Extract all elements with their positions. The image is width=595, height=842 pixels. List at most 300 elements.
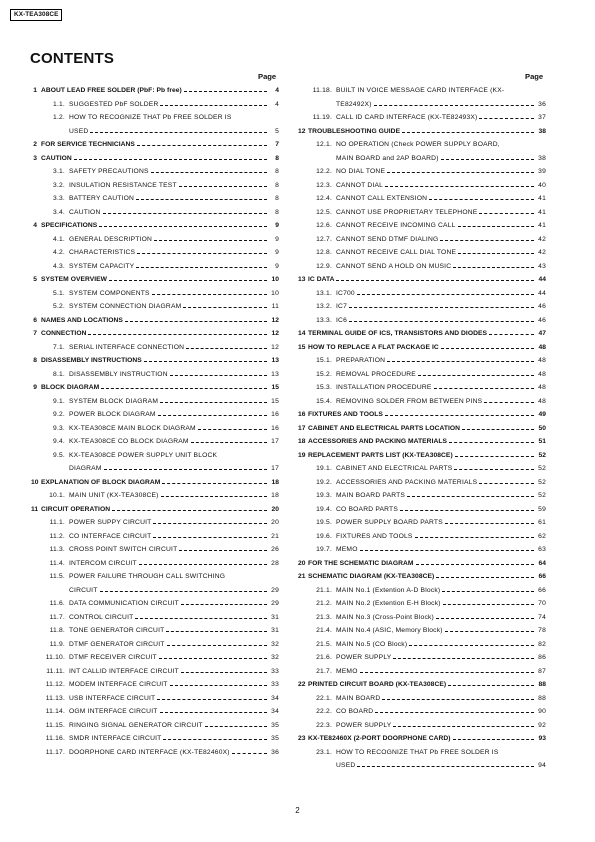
toc-entry-number: 3: [33, 154, 37, 162]
toc-subsection-entry[interactable]: [298, 503, 546, 517]
toc-entry-number: 2: [33, 141, 37, 148]
toc-subsection-entry[interactable]: [31, 246, 279, 260]
toc-entry-title-line: CANNOT DIAL: [336, 181, 384, 189]
toc-entry-last-line: [69, 597, 279, 611]
toc-entry-title-line: EXPLANATION OF BLOCK DIAGRAM: [41, 478, 161, 486]
toc-subsection-entry[interactable]: [31, 597, 279, 611]
toc-entry-number: 21.3.: [316, 613, 332, 621]
toc-entry-number: 9.2.: [53, 411, 65, 418]
toc-entry-title-line: USED: [336, 762, 356, 769]
toc-subsection-entry[interactable]: [31, 705, 279, 719]
toc-subsection-entry[interactable]: [31, 300, 279, 314]
toc-entry-last-line: [336, 597, 546, 611]
toc-entry-last-line: [336, 395, 546, 409]
dot-leader: [454, 469, 534, 470]
toc-entry-title-line: CANNOT RECEIVE INCOMING CALL: [336, 222, 456, 229]
toc-entry-number: 11.6.: [49, 600, 65, 607]
toc-entry-title-line: RINGING SIGNAL GENERATOR CIRCUIT: [69, 721, 203, 729]
toc-subsection-entry[interactable]: [298, 287, 546, 301]
toc-entry-last-line: [336, 489, 546, 503]
toc-subsection-entry[interactable]: [298, 84, 546, 111]
toc-page-number: 15: [271, 397, 279, 405]
toc-entry-number: 21.4.: [316, 627, 332, 634]
toc-entry-title-line: USB INTERFACE CIRCUIT: [69, 694, 156, 702]
toc-entry-text: [336, 381, 546, 395]
toc-page-number: 32: [271, 654, 279, 661]
dot-leader: [139, 564, 267, 565]
toc-section-entry[interactable]: [31, 273, 279, 287]
toc-entry-last-line: [308, 422, 546, 436]
toc-subsection-entry[interactable]: [298, 624, 546, 638]
toc-entry-last-line: [336, 516, 546, 530]
toc-entry-last-line: [336, 719, 546, 733]
toc-entry-number: 12.4.: [316, 195, 332, 202]
toc-subsection-entry[interactable]: [31, 530, 279, 544]
toc-section-entry[interactable]: [31, 84, 279, 98]
toc-section-entry[interactable]: [298, 125, 546, 139]
toc-subsection-entry[interactable]: [31, 665, 279, 679]
toc-entry-title-line: SYSTEM BLOCK DIAGRAM: [69, 397, 159, 405]
dot-leader: [74, 159, 267, 160]
toc-subsection-entry[interactable]: [31, 395, 279, 409]
toc-subsection-entry[interactable]: [298, 705, 546, 719]
toc-subsection-entry[interactable]: [298, 179, 546, 193]
toc-entry-number: 12.2.: [316, 168, 332, 175]
toc-page-number: 41: [538, 222, 546, 229]
toc-page-number: 4: [275, 87, 279, 94]
toc-subsection-entry[interactable]: [298, 138, 546, 165]
toc-entry-number: 11.12.: [45, 681, 65, 688]
toc-entry-last-line: [69, 435, 279, 449]
toc-entry-last-line: [69, 638, 279, 652]
toc-entry-number: 19.6.: [316, 532, 332, 540]
toc-subsection-entry[interactable]: [31, 179, 279, 193]
toc-subsection-entry[interactable]: [31, 206, 279, 220]
toc-entry-number: 21.2.: [316, 600, 332, 607]
toc-section-entry[interactable]: [298, 341, 546, 355]
toc-subsection-entry[interactable]: [298, 746, 546, 773]
toc-entry-text: [69, 597, 279, 611]
toc-subsection-entry[interactable]: [298, 111, 546, 125]
toc-subsection-entry[interactable]: [31, 287, 279, 301]
toc-entry-number: 16: [298, 411, 306, 418]
toc-subsection-entry[interactable]: [31, 678, 279, 692]
toc-subsection-entry[interactable]: [31, 624, 279, 638]
toc-subsection-entry[interactable]: [31, 489, 279, 503]
toc-entry-last-line: [69, 557, 279, 571]
toc-entry-number: 11: [31, 505, 39, 513]
toc-page-number: 59: [538, 505, 546, 513]
dot-leader: [163, 739, 267, 740]
toc-subsection-entry[interactable]: [31, 651, 279, 665]
toc-subsection-entry[interactable]: [298, 314, 546, 328]
dot-leader: [440, 240, 534, 241]
toc-page-number: 17: [271, 438, 279, 445]
toc-entry-text: [336, 705, 546, 719]
toc-subsection-entry[interactable]: [31, 435, 279, 449]
toc-section-entry[interactable]: [298, 678, 546, 692]
toc-page-number: 31: [271, 613, 279, 621]
toc-section-entry[interactable]: [298, 408, 546, 422]
toc-entry-text: [336, 192, 546, 206]
toc-subsection-entry[interactable]: [298, 300, 546, 314]
dot-leader: [458, 253, 534, 254]
toc-subsection-entry[interactable]: [298, 233, 546, 247]
toc-entry-number: 19.4.: [316, 505, 332, 513]
toc-page-number: 10: [271, 289, 279, 297]
toc-section-entry[interactable]: [31, 476, 279, 490]
toc-page-number: 44: [538, 289, 546, 297]
toc-subsection-entry[interactable]: [31, 233, 279, 247]
toc-page-number: 18: [271, 492, 279, 499]
toc-entry-number: 8: [33, 357, 37, 364]
toc-entry-text: [308, 422, 546, 436]
toc-page-number: 8: [275, 154, 279, 162]
dot-leader: [441, 159, 534, 160]
dot-leader: [434, 388, 534, 389]
toc-entry-text: [69, 246, 279, 260]
toc-page-number: 64: [538, 559, 546, 567]
toc-entry-last-line: [69, 732, 279, 746]
toc-entry-number: 19.2.: [316, 478, 332, 486]
toc-subsection-entry[interactable]: [298, 543, 546, 557]
toc-entry-last-line: [69, 611, 279, 625]
toc-entry-text: [308, 557, 546, 571]
toc-entry-last-line: [41, 152, 279, 166]
dot-leader: [136, 199, 267, 200]
toc-subsection-entry[interactable]: [298, 165, 546, 179]
toc-entry-last-line: [308, 732, 546, 746]
toc-entry-text: [336, 395, 546, 409]
toc-page-number: 12: [271, 316, 279, 324]
toc-entry-title-line: IC6: [336, 316, 348, 324]
toc-subsection-entry[interactable]: [31, 732, 279, 746]
toc-entry-title-line: CANNOT USE PROPRIETARY TELEPHONE: [336, 208, 478, 216]
toc-entry-last-line: [69, 246, 279, 260]
toc-subsection-entry[interactable]: [31, 692, 279, 706]
toc-subsection-entry[interactable]: [31, 746, 279, 760]
toc-entry-number: 11.9.: [49, 640, 65, 648]
toc-entry-title-line: SPECIFICATIONS: [41, 222, 98, 229]
toc-entry-text: [41, 219, 279, 233]
toc-entry-text: [41, 354, 279, 368]
toc-subsection-entry[interactable]: [31, 111, 279, 138]
toc-subsection-entry[interactable]: [31, 341, 279, 355]
dot-leader: [170, 375, 267, 376]
dot-leader: [152, 294, 267, 295]
toc-subsection-entry[interactable]: [31, 98, 279, 112]
toc-subsection-entry[interactable]: [31, 165, 279, 179]
dot-leader: [109, 280, 267, 281]
toc-page-number: 48: [538, 397, 546, 405]
toc-entry-number: 1.1.: [53, 100, 65, 108]
toc-page-number: 32: [271, 640, 279, 648]
toc-page-number: 10: [271, 276, 279, 283]
toc-entry-title-line: IC700: [336, 289, 355, 297]
toc-entry-title-line: DISASSEMBLY INSTRUCTION: [69, 370, 168, 378]
toc-entry-last-line: [308, 408, 546, 422]
dot-leader: [402, 132, 534, 133]
toc-subsection-entry[interactable]: [298, 260, 546, 274]
toc-entry-number: 1: [33, 87, 37, 94]
toc-section-entry[interactable]: [31, 152, 279, 166]
toc-subsection-entry[interactable]: [298, 611, 546, 625]
toc-entry-title-line: SAFETY PRECAUTIONS: [69, 168, 149, 175]
toc-section-entry[interactable]: [31, 381, 279, 395]
toc-entry-last-line: [308, 678, 546, 692]
toc-section-entry[interactable]: [298, 422, 546, 436]
dot-leader: [462, 429, 534, 430]
dot-leader: [144, 361, 267, 362]
toc-subsection-entry[interactable]: [31, 719, 279, 733]
toc-subsection-entry[interactable]: [298, 354, 546, 368]
toc-entry-last-line: [69, 651, 279, 665]
toc-right-column: [298, 84, 546, 773]
toc-section-entry[interactable]: [298, 732, 546, 746]
toc-entry-title-line: OGM INTERFACE CIRCUIT: [69, 708, 158, 715]
toc-subsection-entry[interactable]: [298, 219, 546, 233]
toc-entry-text: [336, 260, 546, 274]
toc-entry-number: 9.3.: [53, 424, 65, 432]
toc-entry-text: [41, 381, 279, 395]
toc-entry-text: [69, 165, 279, 179]
toc-entry-last-line: [41, 503, 279, 517]
dot-leader: [135, 618, 267, 619]
toc-section-entry[interactable]: [298, 570, 546, 584]
toc-subsection-entry[interactable]: [298, 476, 546, 490]
toc-entry-last-line: [336, 300, 546, 314]
toc-entry-text: [336, 84, 546, 111]
toc-subsection-entry[interactable]: [298, 368, 546, 382]
toc-section-entry[interactable]: [31, 314, 279, 328]
toc-subsection-entry[interactable]: [31, 638, 279, 652]
dot-leader: [479, 483, 534, 484]
toc-entry-number: 22.1.: [316, 694, 332, 702]
toc-entry-last-line: [69, 516, 279, 530]
toc-page-number: 36: [538, 100, 546, 108]
toc-subsection-entry[interactable]: [298, 395, 546, 409]
dot-leader: [479, 118, 534, 119]
toc-page-number: 39: [538, 168, 546, 175]
toc-entry-number: 12.3.: [316, 181, 332, 189]
toc-entry-text: [69, 192, 279, 206]
dot-leader: [393, 726, 534, 727]
toc-entry-number: 12.6.: [316, 222, 332, 229]
toc-page-number: 62: [538, 532, 546, 540]
toc-entry-text: [69, 233, 279, 247]
toc-entry-title-line: CANNOT SEND DTMF DIALING: [336, 235, 439, 243]
toc-section-entry[interactable]: [31, 327, 279, 341]
toc-section-entry[interactable]: [298, 327, 546, 341]
toc-entry-text: [69, 746, 279, 760]
toc-entry-title-line: CO BOARD: [336, 708, 374, 715]
dot-leader: [449, 442, 534, 443]
toc-entry-text: [308, 408, 546, 422]
toc-subsection-entry[interactable]: [298, 206, 546, 220]
toc-subsection-entry[interactable]: [298, 530, 546, 544]
toc-subsection-entry[interactable]: [298, 597, 546, 611]
toc-entry-number: 15.4.: [316, 397, 332, 405]
toc-entry-number: 22.2.: [316, 708, 332, 715]
toc-subsection-entry[interactable]: [298, 665, 546, 679]
toc-entry-title-line: TROUBLESHOOTING GUIDE: [308, 127, 401, 135]
toc-subsection-entry[interactable]: [298, 638, 546, 652]
toc-entry-last-line: [336, 462, 546, 476]
toc-entry-title-line: CHARACTERISTICS: [69, 249, 136, 256]
toc-entry-text: [336, 300, 546, 314]
toc-entry-title-line: TONE GENERATOR CIRCUIT: [69, 627, 165, 634]
toc-page-number: 52: [538, 478, 546, 486]
toc-subsection-entry[interactable]: [298, 246, 546, 260]
toc-subsection-entry[interactable]: [31, 543, 279, 557]
toc-entry-title-line: ACCESSORIES AND PACKING MATERIALS: [336, 478, 478, 486]
page-column-header-left: Page: [258, 72, 277, 81]
toc-subsection-entry[interactable]: [31, 611, 279, 625]
toc-subsection-entry[interactable]: [31, 260, 279, 274]
toc-entry-number: 9: [33, 384, 37, 391]
toc-subsection-entry[interactable]: [298, 692, 546, 706]
toc-left-column: [31, 84, 279, 759]
dot-leader: [166, 631, 267, 632]
toc-entry-title-line: CALL ID CARD INTERFACE (KX-TE82493X): [336, 114, 478, 121]
toc-entry-number: 11.11.: [46, 667, 65, 675]
toc-entry-text: [69, 395, 279, 409]
toc-entry-text: [308, 678, 546, 692]
toc-subsection-entry[interactable]: [31, 408, 279, 422]
toc-section-entry[interactable]: [298, 449, 546, 463]
toc-entry-title-line: MODEM INTERFACE CIRCUIT: [69, 681, 168, 688]
toc-entry-last-line: [308, 273, 546, 287]
toc-subsection-entry[interactable]: [298, 719, 546, 733]
dot-leader: [387, 172, 534, 173]
toc-section-entry[interactable]: [298, 557, 546, 571]
toc-entry-last-line: [69, 719, 279, 733]
toc-entry-title-line: FIXTURES AND TOOLS: [308, 411, 383, 418]
dot-leader: [154, 240, 267, 241]
toc-page-number: 52: [538, 465, 546, 472]
toc-page-number: 87: [538, 667, 546, 675]
toc-page-number: 12: [271, 343, 279, 351]
dot-leader: [453, 739, 534, 740]
toc-page-number: 48: [538, 384, 546, 391]
dot-leader: [184, 91, 267, 92]
toc-entry-last-line: [336, 624, 546, 638]
toc-section-entry[interactable]: [298, 273, 546, 287]
dot-leader: [385, 415, 534, 416]
toc-subsection-entry[interactable]: [31, 192, 279, 206]
toc-entry-text: [41, 138, 279, 152]
toc-page-number: 29: [271, 600, 279, 607]
toc-entry-last-line: [69, 665, 279, 679]
toc-entry-last-line: [69, 395, 279, 409]
toc-entry-text: [69, 516, 279, 530]
toc-entry-text: [308, 125, 546, 139]
toc-entry-title-line: INTERCOM CIRCUIT: [69, 559, 137, 567]
toc-section-entry[interactable]: [31, 219, 279, 233]
toc-page-number: 70: [538, 600, 546, 607]
toc-entry-number: 23: [298, 735, 306, 742]
page-title: CONTENTS: [30, 50, 115, 67]
toc-entry-text: [336, 584, 546, 598]
toc-page-number: 52: [538, 451, 546, 459]
toc-entry-last-line: [308, 125, 546, 139]
toc-entry-text: [308, 570, 546, 584]
toc-page-number: 49: [538, 411, 546, 418]
toc-page-number: 21: [271, 532, 279, 540]
toc-entry-last-line: [336, 354, 546, 368]
toc-entry-text: [308, 327, 546, 341]
toc-subsection-entry[interactable]: [31, 449, 279, 476]
toc-entry-title-line: SYSTEM COMPONENTS: [69, 289, 150, 297]
toc-entry-text: [308, 435, 546, 449]
dot-leader: [181, 672, 267, 673]
dot-leader: [153, 523, 267, 524]
toc-entry-last-line: [336, 206, 546, 220]
toc-entry-title-line: KX-TEA308CE CO BLOCK DIAGRAM: [69, 438, 189, 445]
toc-entry-text: [336, 719, 546, 733]
toc-entry-title-line: BLOCK DIAGRAM: [41, 384, 100, 391]
toc-entry-title-line: MAIN No.5 (CO Block): [336, 640, 408, 648]
toc-subsection-entry[interactable]: [298, 489, 546, 503]
toc-subsection-entry[interactable]: [298, 381, 546, 395]
toc-entry-number: 19.5.: [316, 519, 332, 526]
toc-subsection-entry[interactable]: [31, 570, 279, 597]
dot-leader: [104, 469, 267, 470]
toc-page-number: 41: [538, 195, 546, 202]
toc-entry-title-line: CO BOARD PARTS: [336, 505, 399, 513]
toc-page-number: 16: [271, 411, 279, 418]
toc-section-entry[interactable]: [31, 503, 279, 517]
toc-subsection-entry[interactable]: [31, 557, 279, 571]
toc-page-number: 41: [538, 208, 546, 216]
toc-entry-title-line: DIAGRAM: [69, 465, 102, 472]
toc-section-entry[interactable]: [31, 138, 279, 152]
toc-entry-text: [308, 273, 546, 287]
toc-entry-last-line: [41, 273, 279, 287]
toc-subsection-entry[interactable]: [31, 516, 279, 530]
toc-entry-title-line: KX-TEA308CE POWER SUPPLY UNIT BLOCK: [69, 451, 218, 459]
toc-subsection-entry[interactable]: [298, 651, 546, 665]
toc-entry-number: 12.9.: [316, 262, 332, 270]
toc-entry-title-line: POWER BLOCK DIAGRAM: [69, 411, 156, 418]
toc-page-number: 33: [271, 681, 279, 688]
toc-entry-text: [69, 732, 279, 746]
toc-entry-title-line: KX-TEA308CE MAIN BLOCK DIAGRAM: [69, 424, 196, 432]
toc-subsection-entry[interactable]: [31, 422, 279, 436]
toc-entry-number: 11.3.: [49, 546, 65, 553]
dot-leader: [232, 753, 267, 754]
toc-subsection-entry[interactable]: [31, 368, 279, 382]
toc-entry-number: 11.7.: [49, 613, 65, 621]
dot-leader: [167, 645, 267, 646]
toc-subsection-entry[interactable]: [298, 192, 546, 206]
toc-entry-number: 11.2.: [49, 532, 65, 540]
toc-entry-text: [69, 422, 279, 436]
toc-entry-last-line: [41, 84, 279, 98]
toc-entry-text: [41, 84, 279, 98]
toc-entry-last-line: [69, 233, 279, 247]
toc-section-entry[interactable]: [298, 435, 546, 449]
toc-subsection-entry[interactable]: [298, 516, 546, 530]
dot-leader: [183, 307, 267, 308]
toc-subsection-entry[interactable]: [298, 462, 546, 476]
toc-page-number: 29: [271, 586, 279, 594]
toc-entry-last-line: [336, 651, 546, 665]
toc-page-number: 9: [275, 262, 279, 270]
toc-subsection-entry[interactable]: [298, 584, 546, 598]
toc-entry-last-line: [336, 705, 546, 719]
toc-section-entry[interactable]: [31, 354, 279, 368]
